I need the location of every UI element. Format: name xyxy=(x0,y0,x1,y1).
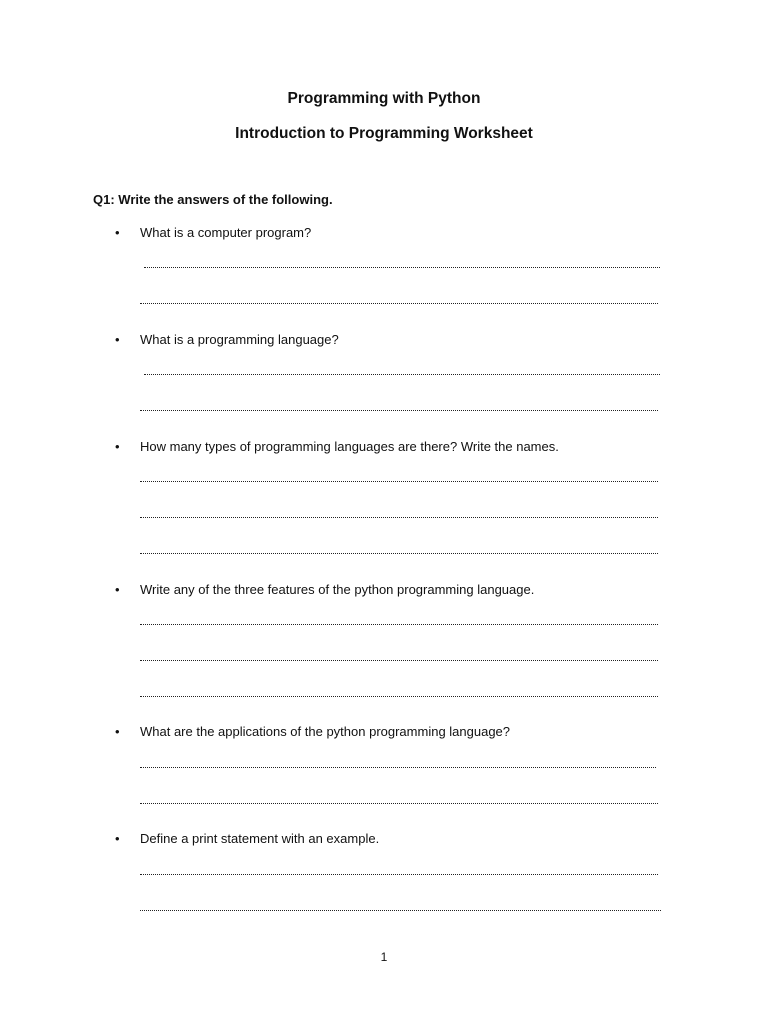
question-text: What is a computer program? xyxy=(140,225,312,240)
answer-line[interactable] xyxy=(140,803,658,804)
answer-line[interactable] xyxy=(140,910,661,911)
answer-line[interactable] xyxy=(140,767,656,768)
answer-line[interactable] xyxy=(140,481,658,482)
document-title: Programming with Python xyxy=(287,90,481,107)
bullet-icon: • xyxy=(115,225,120,240)
page-number: 1 xyxy=(380,950,388,964)
answer-line[interactable] xyxy=(140,553,658,554)
question-text: Define a print statement with an example. xyxy=(140,831,380,846)
question-text: What are the applications of the python programming language? xyxy=(140,724,511,739)
section-heading: Q1: Write the answers of the following. xyxy=(93,192,333,207)
question-text: How many types of programming languages are there? Write the names. xyxy=(140,439,559,454)
answer-line[interactable] xyxy=(140,874,658,875)
bullet-icon: • xyxy=(115,724,120,739)
bullet-icon: • xyxy=(115,582,120,597)
answer-line[interactable] xyxy=(140,303,658,304)
answer-line[interactable] xyxy=(140,410,658,411)
bullet-icon: • xyxy=(115,332,120,347)
answer-line[interactable] xyxy=(144,374,660,375)
answer-line[interactable] xyxy=(140,696,658,697)
document-subtitle: Introduction to Programming Worksheet xyxy=(235,125,533,142)
question-text: What is a programming language? xyxy=(140,332,339,347)
bullet-icon: • xyxy=(115,831,120,846)
question-text: Write any of the three features of the python programming language. xyxy=(140,582,535,597)
answer-line[interactable] xyxy=(144,267,660,268)
bullet-icon: • xyxy=(115,439,120,454)
answer-line[interactable] xyxy=(140,660,658,661)
answer-line[interactable] xyxy=(140,517,658,518)
answer-line[interactable] xyxy=(140,624,658,625)
